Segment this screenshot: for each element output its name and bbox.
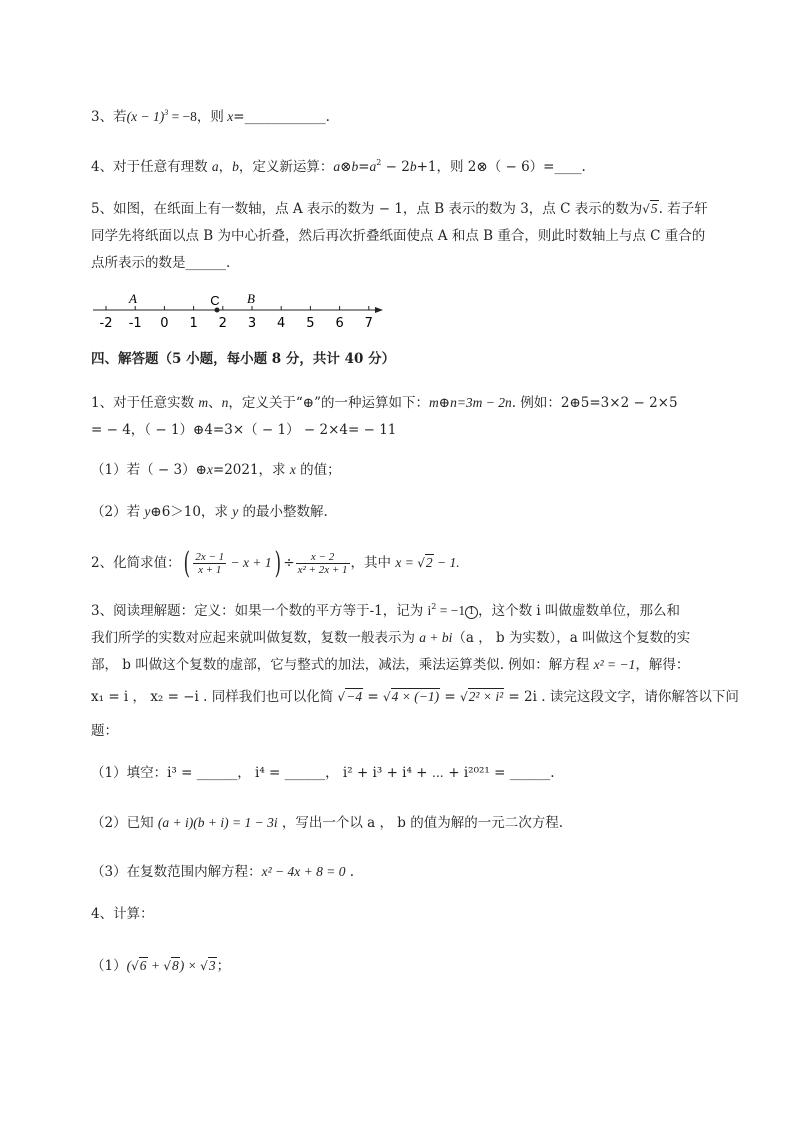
point-a-label: A [129,291,137,306]
tick-label: 6 [335,316,344,331]
otimes-symbol: ⊗ [340,159,352,175]
tick-label: 0 [160,316,169,331]
point-b-label: B [247,291,255,306]
q3-expression: $(x - 1)^3 = -8$，则 [126,108,228,124]
problem-3-line-1: 3、阅读理解题：定义：如果一个数的平方等于-1，记为 $i^2 = -1$ 1 ，这个数 i 叫做虚数单位，那么和 [91,602,681,619]
problem-3-line-5: 题： [91,723,118,739]
problem-1-part-1: （1）若（ − 3）⊕x=2021，求 x 的值； [91,462,341,478]
fraction-2: $\frac{x - 2}{\text{x² + 2x + 1}}$ [297,551,348,576]
tick-label: 7 [364,316,373,331]
otimes-symbol: ⊗ [476,159,488,175]
point-c-dot [215,308,220,313]
tick-label: 4 [277,316,286,331]
problem-2: 2、化简求值：( $\frac{2x - 1}{x + 1}$ − x + 1) ÷ $\frac{x - 2}{\text{x² + 2x + 1}}$ ，其中 x = √2 − 1. [91,545,460,581]
sqrt-sign: √ [642,202,650,216]
problem-3-part-2: （2）已知 (a + i)(b + i) = 1 − 3i ，写出一个以 a ， b 的值为解的一元二次方程. [91,815,564,831]
fraction-1: $\frac{2x - 1}{x + 1}$ [195,551,225,576]
point-c-label: C [210,293,220,308]
tick-label: 2 [218,316,227,331]
circled-one: 1 [465,606,478,619]
problem-4-part-1: （1）(√6 + √8) × √3； [91,958,231,974]
question-5-line-1: 5、如图，在纸面上有一数轴，点 A 表示的数为 − 1，点 B 表示的数为 3，点 C 表示的数为√5. 若子轩 [91,201,708,217]
tick-label: -2 [99,316,113,331]
question-3: 3、若$(x - 1)^3 = -8$，则 x=____________. [91,108,330,125]
problem-4-title: 4、计算： [91,906,154,922]
problem-3-line-3: 部， b 叫做这个复数的虚部，它与整式的加法，减法，乘法运算类似. 例如：解方程 x² = −1，解得： [91,657,690,673]
problem-1-line-2: = − 4，（ − 1）⊕4=3×（ − 1） − 2×4= − 11 [91,422,397,438]
axis-arrow-icon [375,307,383,313]
problem-1-part-2: （2）若 y⊕6＞10，求 y 的最小整数解. [91,504,328,520]
tick-label: 3 [247,316,257,331]
number-line-figure [91,290,391,336]
problem-3-line-2: 我们所学的实数对应起来就叫做复数，复数一般表示为 a + bi（a ， b 为实数），a 叫做这个复数的实 [91,630,691,646]
question-5-line-2: 同学先将纸面以点 B 为中心折叠，然后再次折叠纸面使点 A 和点 B 重合，则此时数轴上与点 C 重合的 [91,228,706,244]
tick-label: 5 [306,316,315,331]
question-5-line-3: 点所表示的数是______. [91,255,231,271]
problem-1-line-1: 1、对于任意实数 m、n，定义关于“⊕”的一种运算如下：m⊕n=3m − 2n. 例如：2⊕5=3×2 − 2×5 [91,395,678,411]
section-4-heading: 四、解答题（5 小题，每小题 8 分，共计 40 分） [91,351,396,367]
problem-3-part-3: （3）在复数范围内解方程：x² − 4x + 8 = 0 . [91,864,355,880]
tick-label: -1 [128,316,142,331]
tick-label: 1 [189,316,198,331]
question-4: 4、对于任意有理数 a，b，定义新运算：$a\otimes b=a^2 - 2b+1$，则 2⊗（ − 6）=____. [91,158,586,175]
problem-3-line-4: x₁ = i ， x₂ = −i . 同样我们也可以化简 √−4 = √4 × (−1) = √2² × i² = 2i . 读完这段文字，请你解答以下问 [91,689,739,705]
problem-3-part-1: （1）填空：i³ = ______， i⁴ = ______， i² + i³ + i⁴ + ⋯ + i²⁰²¹ = ______. [91,765,555,781]
sqrt-sign: √ [417,556,425,570]
